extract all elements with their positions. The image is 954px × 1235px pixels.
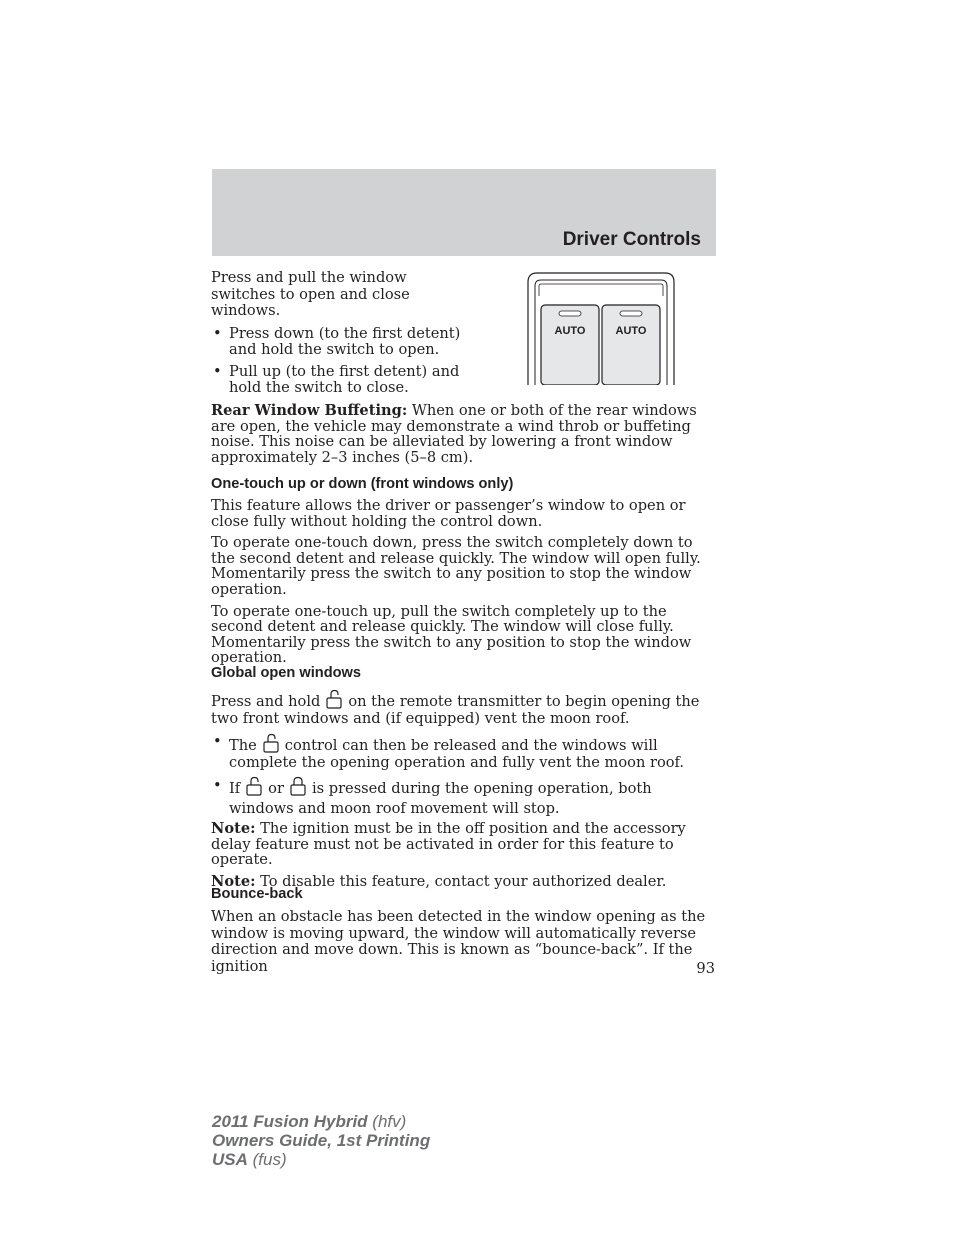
switch-auto-label: AUTO bbox=[615, 325, 647, 337]
footer-code: (hfv) bbox=[367, 1112, 407, 1131]
page-number: 93 bbox=[696, 960, 715, 977]
lock-icon bbox=[289, 776, 307, 796]
intro-block bbox=[211, 270, 471, 402]
switch-auto-label: AUTO bbox=[554, 325, 586, 337]
body-text: This feature allows the driver or passenger’s window to open or close fully without holding the control down. bbox=[211, 497, 686, 530]
unlock-icon bbox=[262, 733, 280, 753]
body-text: When an obstacle has been detected in the window opening as the window is moving upward, the window will automatically reverse direction and move down. This is known as “bounce-back”. If the ignition bbox=[211, 908, 706, 975]
text-run: or bbox=[268, 780, 284, 797]
note-paragraph bbox=[211, 821, 716, 868]
footer-code: (fus) bbox=[247, 1150, 287, 1169]
one-touch-section bbox=[211, 476, 716, 672]
list-item: • Pull up (to the first detent) and hold the switch to close. bbox=[211, 364, 471, 397]
list-item bbox=[211, 733, 716, 771]
text-run: on the remote transmitter to begin opening the two front windows and (if equipped) vent the moon roof. bbox=[211, 693, 700, 727]
rear-buffeting-paragraph bbox=[211, 403, 716, 471]
footer-edition: Owners Guide, 1st Printing bbox=[212, 1131, 431, 1150]
section-heading: One-touch up or down (front windows only) bbox=[211, 476, 514, 492]
footer-model: 2011 Fusion Hybrid bbox=[212, 1112, 368, 1131]
text-run: Press and hold bbox=[211, 693, 321, 710]
body-text: To disable this feature, contact your authorized dealer. bbox=[255, 872, 667, 890]
intro-text: Press and pull the window switches to open and close windows. bbox=[211, 269, 410, 319]
list-item bbox=[211, 776, 716, 819]
body-text: When one or both of the rear windows are open, the vehicle may demonstrate a wind throb or buffeting noise. This noise can be alleviated by lowering a front window approximately 2–3 inches (5–8 cm). bbox=[211, 402, 697, 466]
runin-label: Rear Window Buffeting: bbox=[211, 402, 408, 419]
unlock-icon bbox=[325, 689, 343, 709]
footer-line bbox=[212, 1112, 430, 1131]
window-switch-illustration bbox=[527, 272, 675, 385]
text-run: The bbox=[229, 737, 257, 754]
bounce-back-section bbox=[211, 886, 716, 981]
intro-bullets bbox=[211, 326, 471, 397]
footer-line bbox=[212, 1131, 430, 1150]
document-footer bbox=[212, 1112, 430, 1169]
list-item: • Press down (to the first detent) and hold the switch to open. bbox=[211, 326, 471, 359]
body-text bbox=[211, 689, 716, 727]
note-label: Note: bbox=[211, 820, 256, 837]
text-run: If bbox=[229, 780, 241, 797]
unlock-icon bbox=[245, 776, 263, 796]
section-heading: Bounce-back bbox=[211, 886, 303, 902]
section-title: Driver Controls bbox=[562, 229, 701, 250]
body-text: The ignition must be in the off position and the accessory delay feature must not be activated in order for this feature to operate. bbox=[211, 820, 686, 869]
section-header-band bbox=[212, 169, 716, 256]
footer-line bbox=[212, 1150, 430, 1169]
note-label: Note: bbox=[211, 872, 256, 890]
body-text: To operate one-touch up, pull the switch completely up to the second detent and release quickly. The window will close fully. Momentarily press the switch to any position to stop the window operation. bbox=[211, 602, 692, 667]
global-open-section bbox=[211, 665, 716, 895]
text-run: is pressed during the opening operation, both windows and moon roof movement will stop. bbox=[229, 780, 652, 817]
section-heading: Global open windows bbox=[211, 665, 361, 681]
footer-market: USA bbox=[212, 1150, 248, 1169]
text-run: control can then be released and the windows will complete the opening operation and fully vent the moon roof. bbox=[229, 737, 685, 771]
global-open-bullets bbox=[211, 733, 716, 819]
body-text: To operate one-touch down, press the switch completely down to the second detent and release quickly. The window will open fully. Momentarily press the switch to any position to stop the window operation. bbox=[211, 534, 701, 598]
